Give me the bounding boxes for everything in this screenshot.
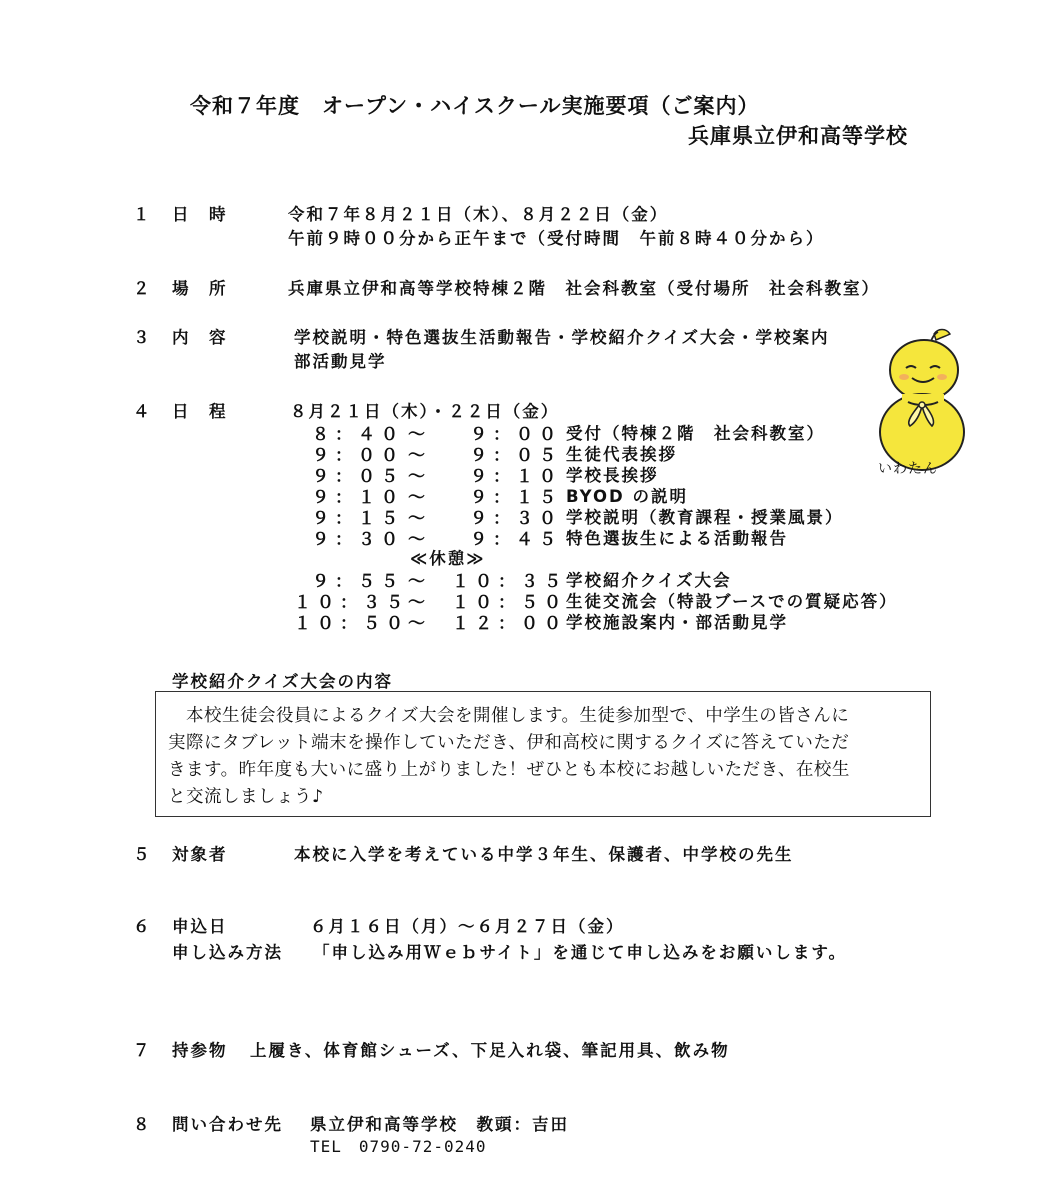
schedule-separator: ～ — [408, 593, 425, 613]
schedule-start-time: ９：３０ — [312, 530, 404, 550]
schedule-separator: ～ — [408, 572, 425, 592]
section-6-label: 申込日 — [172, 917, 228, 936]
schedule-separator: ～ — [408, 530, 425, 550]
section-1-time: 午前９時００分から正午まで（受付時間 午前８時４０分から） — [288, 229, 825, 248]
quiz-description-box — [155, 691, 931, 817]
section-5-label: 対象者 — [172, 845, 228, 864]
schedule-end-time: １０：５０ — [452, 593, 567, 613]
document-title: 令和７年度 オープン・ハイスクール実施要項（ご案内） — [190, 94, 760, 118]
section-8-contact: 県立伊和高等学校 教頭：吉田 — [310, 1115, 569, 1134]
schedule-item: 受付（特棟２階 社会科教室） — [566, 424, 825, 443]
schedule-end-time: ９：１５ — [470, 488, 562, 508]
schedule-dates: ８月２１日（木）・２２日（金） — [290, 402, 560, 421]
schedule-item: 学校施設案内・部活動見学 — [566, 613, 788, 632]
schedule-start-time: ９：５５ — [312, 572, 404, 592]
schedule-start-time: ９：０５ — [312, 467, 404, 487]
schedule-item: BYOD の説明 — [566, 487, 689, 506]
schedule-end-time: ９：００ — [470, 425, 562, 445]
section-7-number: ７ — [133, 1041, 152, 1060]
schedule-start-time: ８：４０ — [312, 425, 404, 445]
schedule-item: 学校紹介クイズ大会 — [566, 571, 732, 590]
schedule-end-time: １０：３５ — [452, 572, 567, 592]
schedule-item: 生徒交流会（特設ブースでの質疑応答） — [566, 592, 898, 611]
schedule-separator: ～ — [408, 488, 425, 508]
schedule-start-time: ９：１５ — [312, 509, 404, 529]
section-7-label: 持参物 — [172, 1041, 228, 1060]
schedule-item: 学校長挨拶 — [566, 466, 659, 485]
section-5-target: 本校に入学を考えている中学３年生、保護者、中学校の先生 — [294, 845, 794, 864]
section-3-label: 内 容 — [172, 328, 228, 347]
quiz-line: きます。昨年度も大いに盛り上がりました！ぜひとも本校にお越しいただき、在校生 — [168, 760, 850, 780]
gourd-mascot-icon — [872, 322, 972, 478]
section-3-content-2: 部活動見学 — [294, 352, 387, 371]
schedule-separator: ～ — [408, 446, 425, 466]
section-6-method: 「申し込み用Ｗｅｂサイト」を通じて申し込みをお願いします。 — [313, 943, 848, 962]
schedule-start-time: １０：３５ — [294, 593, 409, 613]
quiz-heading: 学校紹介クイズ大会の内容 — [172, 672, 394, 691]
section-6-dates: ６月１６日（月）～６月２７日（金） — [310, 917, 625, 936]
section-3-number: ３ — [133, 328, 152, 347]
section-2-place: 兵庫県立伊和高等学校特棟２階 社会科教室（受付場所 社会科教室） — [288, 279, 880, 298]
schedule-item: 特色選抜生による活動報告 — [566, 529, 788, 548]
schedule-separator: ～ — [408, 467, 425, 487]
schedule-end-time: ９：３０ — [470, 509, 562, 529]
section-1-number: １ — [133, 205, 152, 224]
section-3-content: 学校説明・特色選抜生活動報告・学校紹介クイズ大会・学校案内 — [294, 328, 830, 347]
section-8-tel: TEL 0790-72-0240 — [310, 1137, 487, 1156]
section-6-method-label: 申し込み方法 — [172, 943, 283, 962]
section-7-items: 上履き、体育館シューズ、下足入れ袋、筆記用具、飲み物 — [250, 1041, 730, 1060]
quiz-line: と交流しましょう♪ — [168, 787, 324, 807]
schedule-break: ≪休憩≫ — [410, 549, 486, 568]
schedule-separator: ～ — [408, 425, 425, 445]
section-8-number: ８ — [133, 1115, 152, 1134]
section-6-number: ６ — [133, 917, 152, 936]
section-1-date: 令和７年８月２１日（木）、８月２２日（金） — [288, 205, 669, 224]
section-4-label: 日 程 — [172, 402, 228, 421]
mascot-name: いわたん — [878, 461, 938, 477]
section-8-label: 問い合わせ先 — [172, 1115, 283, 1134]
schedule-end-time: ９：０５ — [470, 446, 562, 466]
section-2-number: ２ — [133, 279, 152, 298]
section-1-label: 日 時 — [172, 205, 228, 224]
section-2-label: 場 所 — [172, 279, 228, 298]
schedule-end-time: １２：００ — [452, 614, 567, 634]
quiz-line: 本校生徒会役員によるクイズ大会を開催します。生徒参加型で、中学生の皆さんに — [168, 706, 850, 726]
schedule-item: 学校説明（教育課程・授業風景） — [566, 508, 844, 527]
schedule-separator: ～ — [408, 614, 425, 634]
quiz-line: 実際にタブレット端末を操作していただき、伊和高校に関するクイズに答えていただ — [168, 733, 850, 753]
schedule-separator: ～ — [408, 509, 425, 529]
schedule-start-time: ９：００ — [312, 446, 404, 466]
schedule-start-time: １０：５０ — [294, 614, 409, 634]
schedule-end-time: ９：１０ — [470, 467, 562, 487]
section-5-number: ５ — [133, 845, 152, 864]
section-4-number: ４ — [133, 402, 152, 421]
schedule-start-time: ９：１０ — [312, 488, 404, 508]
school-name: 兵庫県立伊和高等学校 — [688, 124, 908, 148]
schedule-end-time: ９：４５ — [470, 530, 562, 550]
schedule-item: 生徒代表挨拶 — [566, 445, 677, 464]
